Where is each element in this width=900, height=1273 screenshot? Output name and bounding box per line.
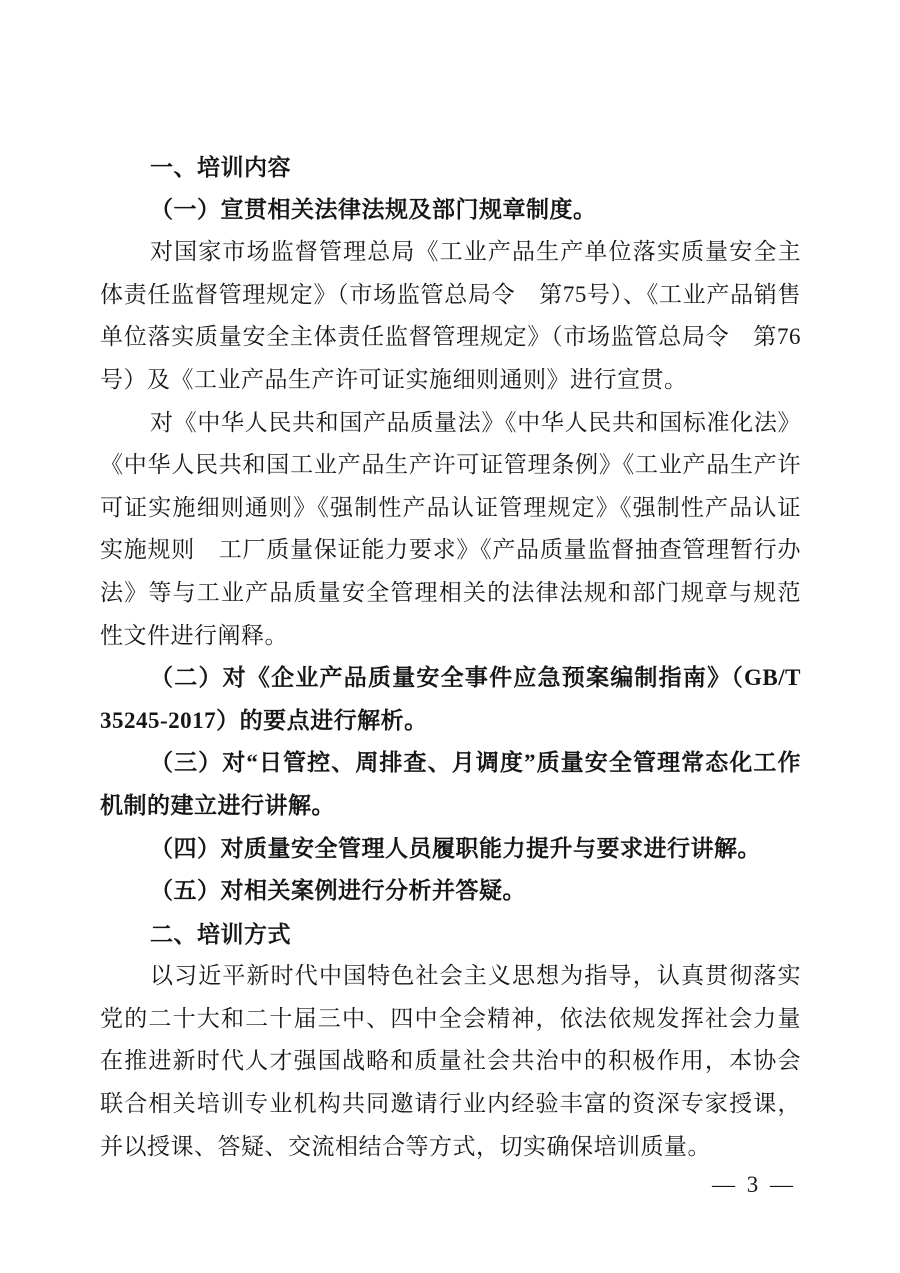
subsection-heading-personnel-capability: （四）对质量安全管理人员履职能力提升与要求进行讲解。 bbox=[150, 835, 761, 861]
page-number: — 3 — bbox=[712, 1172, 796, 1197]
subsection-heading-daily-control-mechanism: （三）对“日管控、周排查、月调度”质量安全管理常态化工作机制的建立进行讲解。 bbox=[100, 750, 801, 818]
document-body bbox=[100, 146, 801, 1168]
section-heading-training-content: 一、培训内容 bbox=[150, 154, 291, 180]
section-heading-training-method: 二、培训方式 bbox=[150, 920, 291, 947]
paragraph-samr-regulations: 对国家市场监督管理总局《工业产品生产单位落实质量安全主体责任监督管理规定》（市场监管总局令 第75号）、《工业产品销售单位落实质量安全主体责任监督管理规定》（市场监管总局令 第76号）及《工业产品生产许可证实施细则通则》进行宣贯。 bbox=[100, 239, 801, 392]
paragraph-training-method: 以习近平新时代中国特色社会主义思想为指导，认真贯彻落实党的二十大和二十届三中、四中全会精神，依法依规发挥社会力量在推进新时代人才强国战略和质量社会共治中的积极作用，本协会联合相关培训专业机构共同邀请行业内经验丰富的资深专家授课，并以授课、答疑、交流相结合等方式，切实确保培训质量。 bbox=[100, 963, 801, 1159]
subsection-heading-emergency-plan-guide: （二）对《企业产品质量安全事件应急预案编制指南》（GB/T 35245-2017）的要点进行解析。 bbox=[100, 665, 801, 733]
subsection-heading-case-analysis: （五）对相关案例进行分析并答疑。 bbox=[150, 878, 526, 904]
paragraph-laws-interpretation: 对《中华人民共和国产品质量法》《中华人民共和国标准化法》《中华人民共和国工业产品生产许可证管理条例》《工业产品生产许可证实施细则通则》《强制性产品认证管理规定》《强制性产品认证实施规则 工厂质量保证能力要求》《产品质量监督抽查管理暂行办法》等与工业产品质量安全管理相关的法律法规和部门规章与规范性文件进行阐释。 bbox=[100, 409, 801, 648]
subsection-heading-regulations-promotion: （一）宣贯相关法律法规及部门规章制度。 bbox=[150, 196, 597, 222]
